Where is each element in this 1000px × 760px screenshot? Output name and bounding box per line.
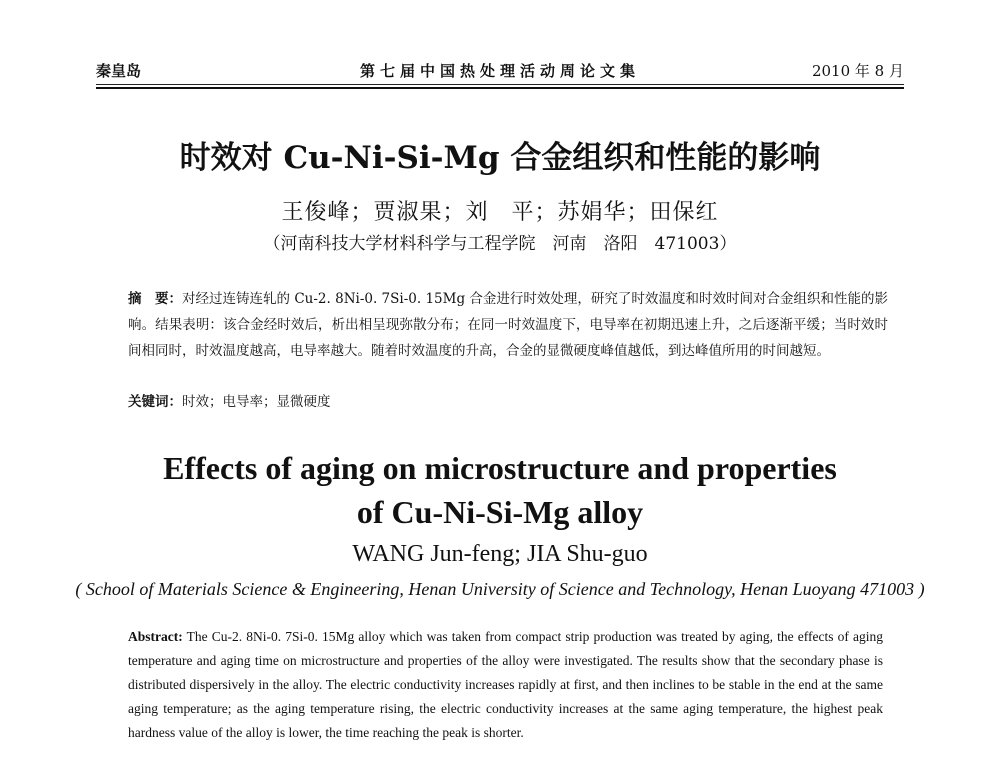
header-proceedings-title: 第七届中国热处理活动周论文集 xyxy=(359,62,640,80)
english-title xyxy=(0,446,1000,534)
english-authors: WANG Jun-feng; JIA Shu-guo xyxy=(352,541,648,567)
header-rule-thick xyxy=(96,87,904,89)
english-title-line2: of Cu-Ni-Si-Mg alloy xyxy=(356,494,644,530)
chinese-abstract-text: 对经过连铸连轧的 Cu-2. 8Ni-0. 7Si-0. 15Mg 合金进行时效处理，研究了时效温度和时效时间对合金组织和性能的影响。结果表明：该合金经时效后，析出相呈现弥散分布；在同一时效温度下，电导率在初期迅速上升，之后逐渐平缓；当时效时间相同时，时效温度越高，电导率越大。随着时效温度的升高，合金的显微硬度峰值越低，到达峰值所用的时间越短。 xyxy=(128,291,888,359)
header-rule-thin xyxy=(96,84,904,85)
english-abstract-text: The Cu-2. 8Ni-0. 7Si-0. 15Mg alloy which was taken from compact strip production was treated by aging, the effects of aging temperature and aging time on microstructure and properties of the alloy were investigated. The results show that the secondary phase is distributed dispersively in the alloy. The electric conductivity increases rapidly at first, and then inclines to be stable in the end at the same aging temperature; as the aging temperature rising, the electric conductivity increases at the same aging temperature, the highest peak hardness value of the alloy is lower, the time reaching the peak is shorter. xyxy=(128,629,883,740)
chinese-authors: 王俊峰；贾淑果；刘 平；苏娟华；田保红 xyxy=(281,200,719,225)
english-affiliation: ( School of Materials Science & Engineering, Henan University of Science and Technology, Henan Luoyang 471003 ) xyxy=(75,579,925,599)
header-date: 2010 年 8 月 xyxy=(811,62,904,80)
chinese-abstract xyxy=(128,286,888,364)
chinese-abstract-label: 摘 要： xyxy=(128,291,183,307)
running-header xyxy=(96,60,904,82)
chinese-title: 时效对 Cu-Ni-Si-Mg 合金组织和性能的影响 xyxy=(179,140,821,176)
header-location: 秦皇岛 xyxy=(96,62,142,80)
chinese-keywords xyxy=(128,390,888,410)
english-abstract xyxy=(128,625,883,745)
english-abstract-label: Abstract: xyxy=(128,629,183,644)
english-title-line1: Effects of aging on microstructure and properties xyxy=(163,450,837,486)
chinese-keywords-label: 关键词： xyxy=(128,394,182,410)
chinese-keywords-text: 时效；电导率；显微硬度 xyxy=(182,394,331,410)
chinese-affiliation: （河南科技大学材料科学与工程学院 河南 洛阳 471003） xyxy=(263,234,737,254)
